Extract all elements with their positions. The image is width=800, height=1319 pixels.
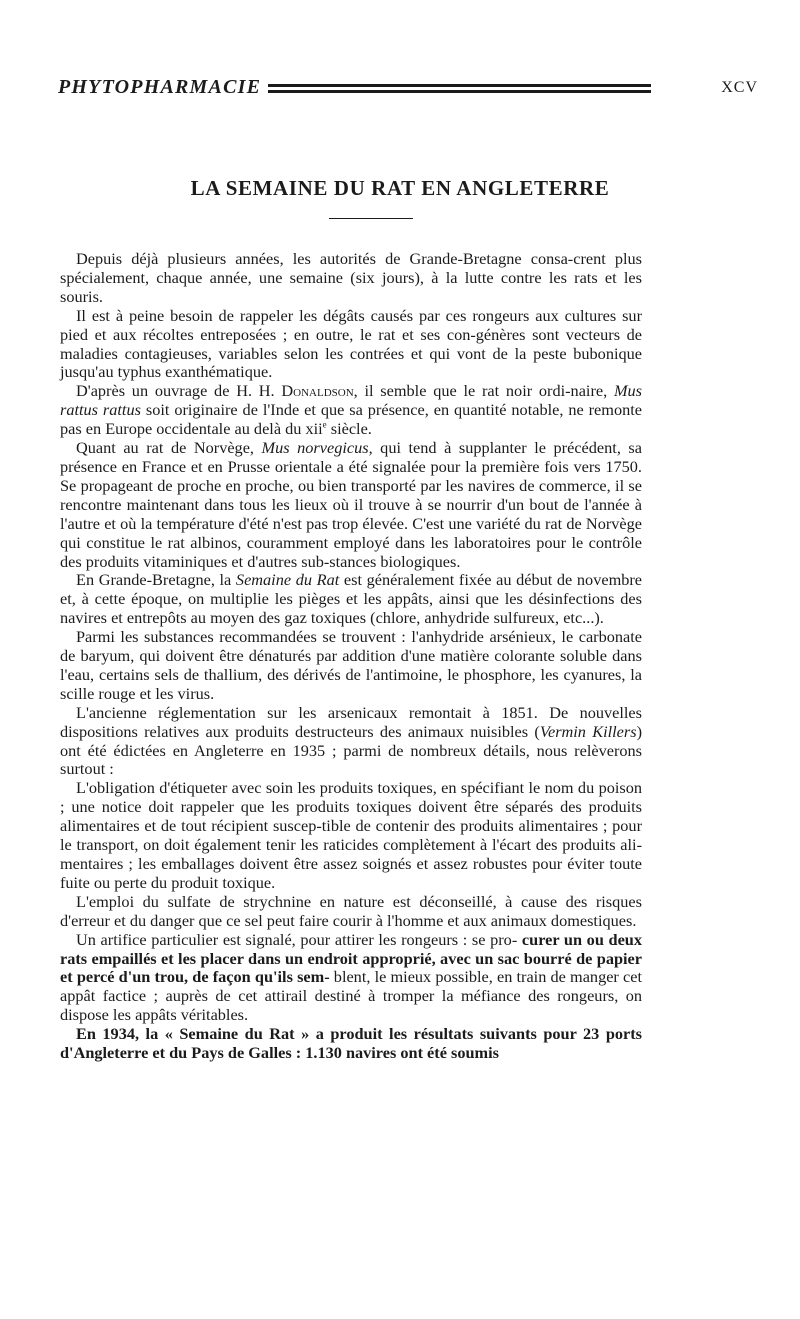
p4-text-b: qui tend à supplanter le précédent, sa présence en France et en Prusse orientale a été signalée pour la première fois vers 1750. Se propageant de proche en proche, ou bien transporté par les navires de commerce, il se rencontre maintenant dans tous les lieux où il trouve à se nourrir d'un bout de l'année à l'autre et où la température d'été n'est pas trop élevée. C'est une variété du rat de Norvège qui constitue le rat albinos, couramment employé dans les laboratoires pour le contrôle des produits vitaminiques et d'autres sub-stances biologiques. <box>60 438 642 571</box>
title-rule <box>329 218 413 219</box>
species-name: Mus norvegicus, <box>261 438 373 458</box>
p10-text-a: Un artifice particulier est signalé, pour attirer les rongeurs : se pro- <box>76 929 518 949</box>
english-term: Vermin Killers <box>539 721 637 741</box>
p7-text-a: L'ancienne réglementation sur les arsenicaux remontait à 1851. De nouvelles dispositions relatives aux produits destructeurs des animaux nuisibles ( <box>60 702 642 741</box>
paragraph-5 <box>60 571 642 628</box>
running-head <box>58 74 758 102</box>
author-name: Donaldson <box>281 381 354 401</box>
article-body <box>60 250 642 1063</box>
journal-title: PHYTOPHARMACIE <box>58 76 262 98</box>
event-name: Semaine du Rat <box>235 570 340 590</box>
p5-text-b: est généralement fixée au début de novembre et, à cette époque, on multiplie les pièges et les appâts, ainsi que les désinfections des navires et entrepôts au moyen des gaz toxiques (chlore, anhydride sulfureux, etc...). <box>60 570 643 628</box>
header-double-rule <box>268 84 651 93</box>
p7-text-b: ) ont été édictées en Angleterre en 1935 ; parmi de nombreux détails, nous relèverons surtout : <box>60 721 642 779</box>
p3-text-b: , il semble que le rat noir ordi-naire, <box>353 381 614 401</box>
paragraph-3 <box>60 382 642 439</box>
paragraph-2: Il est à peine besoin de rappeler les dégâts causés par ces rongeurs aux cultures sur pied et aux récoltes entreposées ; en outre, le rat et ses con-génères sont vecteurs de maladies contagieuses, variables selon les contrées et qui vont de la peste bubonique jusqu'au typhus exanthématique. <box>60 305 642 382</box>
p5-text-a: En Grande-Bretagne, la <box>76 570 236 590</box>
century-superscript: e <box>322 419 327 430</box>
p10-text-bold: curer un ou deux rats empaillés et les placer dans un endroit approprié, avec un sac bourré de papier et percé d'un trou, de façon qu'ils sem- <box>60 929 642 987</box>
paragraph-4 <box>60 439 642 571</box>
paragraph-11: En 1934, la « Semaine du Rat » a produit les résultats suivants pour 23 ports d'Angleterre et du Pays de Galles : 1.130 navires ont été soumis <box>60 1024 642 1063</box>
paragraph-6: Parmi les substances recommandées se trouvent : l'anhydride arsénieux, le carbonate de baryum, qui doivent être dénaturés par addition d'une matière colorante soluble dans l'eau, certains sels de thallium, des dérivés de l'antimoine, le phosphore, les cyanures, la scille rouge et les virus. <box>60 627 642 703</box>
paragraph-7 <box>60 704 642 780</box>
p10-text-c: blent, le mieux possible, en train de manger cet appât factice ; auprès de cet attirail destiné à tromper la méfiance des rongeurs, on dispose les appâts véritables. <box>60 967 642 1025</box>
paragraph-8: L'obligation d'étiqueter avec soin les produits toxiques, en spécifiant le nom du poison ; une notice doit rappeler que les produits toxiques doivent être séparés des produits alimentaires et de tout récipient suscep-tible de contenir des produits alimentaires ; pour le transport, on doit également tenir les raticides complètement à l'écart des produits ali-mentaires ; les emballages doivent être assez soignés et assez robustes pour éviter toute fuite ou perte du produit toxique. <box>60 778 642 892</box>
p3-text-c: soit originaire de l'Inde et que sa présence, en quantité notable, ne remonte pas en Europe occidentale au delà du <box>60 400 642 439</box>
p3-text-d: siècle. <box>326 419 372 439</box>
p3-text-a: D'après un ouvrage de H. H. <box>76 381 282 401</box>
paragraph-9: L'emploi du sulfate de strychnine en nature est déconseillé, à cause des risques d'erreur et du danger que ce sel peut faire courir à l'homme et aux animaux domestiques. <box>60 891 642 930</box>
page-number: XCV <box>721 79 758 96</box>
p4-text-a: Quant au rat de Norvège, <box>76 438 262 458</box>
article-title: LA SEMAINE DU RAT EN ANGLETERRE <box>190 176 610 200</box>
paragraph-1: Depuis déjà plusieurs années, les autorités de Grande-Bretagne consa-crent plus spécialement, chaque année, une semaine (six jours), à la lutte contre les rats et les souris. <box>60 249 642 306</box>
paragraph-10 <box>60 931 642 1026</box>
century-numeral: xii <box>305 419 323 439</box>
species-name: Mus rattus rattus <box>60 381 642 420</box>
